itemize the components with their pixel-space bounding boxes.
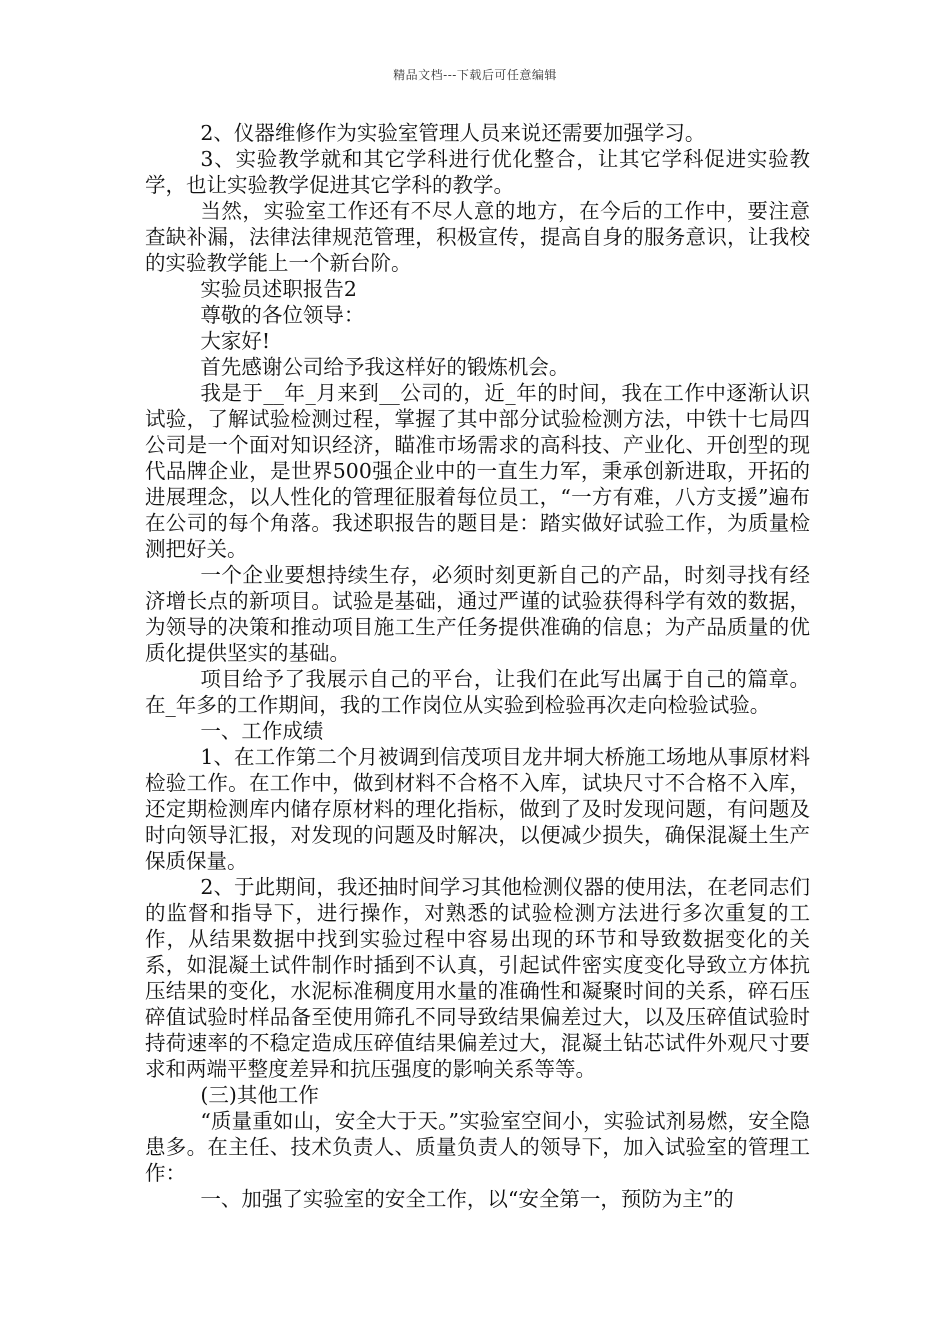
section-heading: 一、工作成绩 <box>200 719 324 743</box>
paragraph: 当然，实验室工作还有不尽人意的地方，在今后的工作中，要注意查缺补漏，法律法律规范管理，积极宣传，提高自身的服务意识，让我校的实验教学能上一个新台阶。 <box>145 199 810 275</box>
paragraph: 1、在工作第二个月被调到信茂项目龙井垌大桥施工场地从事原材料检验工作。在工作中，做到材料不合格不入库，试块尺寸不合格不入库，还定期检测库内储存原材料的理化指标，做到了及时发现问题，有问题及时向领导汇报，对发现的问题及时解决，以便减少损失，确保混凝土生产保质保量。 <box>145 745 810 873</box>
section-title: 实验员述职报告2 <box>200 277 357 301</box>
paragraph: 3、实验教学就和其它学科进行优化整合，让其它学科促进实验教学，也让实验教学促进其它学科的教学。 <box>145 147 810 197</box>
greeting: 大家好! <box>200 329 271 353</box>
paragraph: 我是于__年_月来到__公司的，近_年的时间，我在工作中逐渐认识试验，了解试验检测过程，掌握了其中部分试验检测方法，中铁十七局四公司是一个面对知识经济，瞄准市场需求的高科技、产业化、开创型的现代品牌企业，是世界500强企业中的一直生力军，秉承创新进取，开拓的进展理念，以人性化的管理征服着每位员工，“一方有难，八方支援”遍布在公司的每个角落。我述职报告的题目是：踏实做好试验工作，为质量检测把好关。 <box>145 381 810 561</box>
document-body <box>145 120 810 1212</box>
paragraph: 一、加强了实验室的安全工作，以“安全第一，预防为主”的 <box>200 1187 734 1211</box>
paragraph: 项目给予了我展示自己的平台，让我们在此写出属于自己的篇章。在_年多的工作期间，我的工作岗位从实验到检验再次走向检验试验。 <box>145 667 810 717</box>
page-header: 精品文档---下载后可任意编辑 <box>393 68 557 82</box>
paragraph: 首先感谢公司给予我这样好的锻炼机会。 <box>200 355 570 379</box>
section-heading: (三)其他工作 <box>200 1083 319 1107</box>
paragraph: 一个企业要想持续生存，必须时刻更新自己的产品，时刻寻找有经济增长点的新项目。试验是基础，通过严谨的试验获得科学有效的数据，为领导的决策和推动项目施工生产任务提供准确的信息；为产品质量的优质化提供坚实的基础。 <box>145 563 810 665</box>
paragraph: “质量重如山，安全大于天。”实验室空间小，实验试剂易燃，安全隐患多。在主任、技术负责人、质量负责人的领导下，加入试验室的管理工作： <box>145 1109 810 1185</box>
paragraph: 2、仪器维修作为实验室管理人员来说还需要加强学习。 <box>200 121 706 145</box>
paragraph: 2、于此期间，我还抽时间学习其他检测仪器的使用法，在老同志们的监督和指导下，进行操作，对熟悉的试验检测方法进行多次重复的工作，从结果数据中找到实验过程中容易出现的环节和导致数据变化的关系，如混凝土试件制作时插到不认真，引起试件密实度变化导致立方体抗压结果的变化，水泥标准稠度用水量的准确性和凝聚时间的关系，碎石压碎值试验时样品备至使用筛孔不同导致结果偏差过大，以及压碎值试验时持荷速率的不稳定造成压碎值结果偏差过大，混凝土钻芯试件外观尺寸要求和两端平整度差异和抗压强度的影响关系等等。 <box>145 875 810 1081</box>
salutation: 尊敬的各位领导： <box>200 303 365 327</box>
